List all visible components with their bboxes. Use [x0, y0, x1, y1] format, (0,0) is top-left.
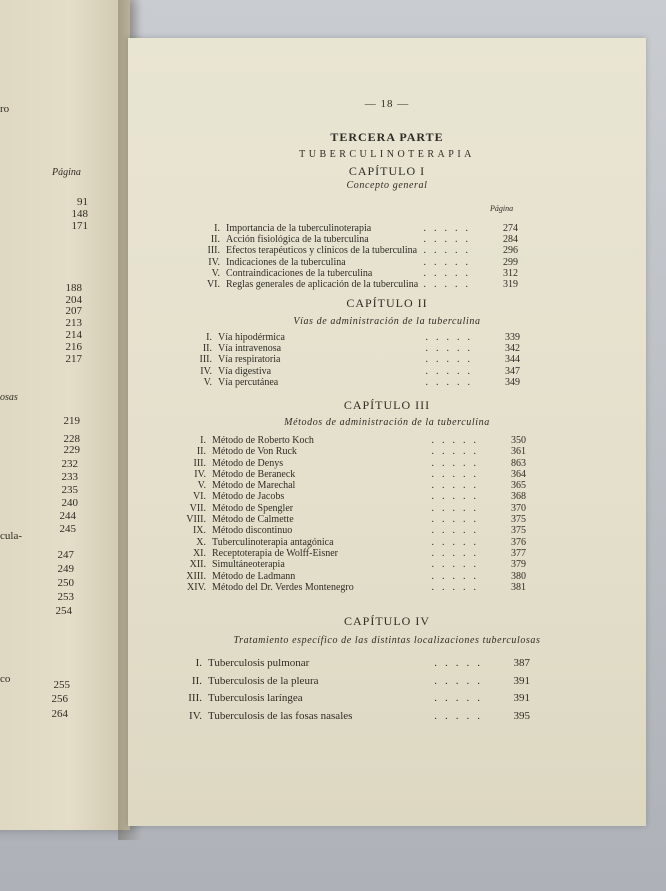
chapter-1-subtitle: Concepto general	[346, 180, 428, 191]
toc-dot-leader: .....	[431, 502, 484, 514]
toc-entry-title: Método de Jacobs	[212, 491, 285, 503]
toc-entry-number: II.	[191, 674, 202, 687]
toc-entry-page: 377	[511, 547, 526, 559]
toc-dot-leader: .....	[431, 581, 484, 593]
toc-entry-number: III.	[193, 457, 206, 469]
toc-entry-title: Indicaciones de la tuberculina	[226, 256, 346, 268]
toc-entry-title: Tuberculosis pulmonar	[208, 657, 310, 669]
left-fragment-cula: cula-	[0, 530, 22, 542]
toc-entry-title: Método de Roberto Koch	[212, 435, 314, 446]
toc-entry-number: II.	[202, 343, 212, 355]
toc-entry-number: XII.	[189, 559, 206, 571]
toc-entry	[180, 655, 530, 673]
chapter-3-title: CAPÍTULO III	[343, 398, 431, 412]
page-number: — 18 —	[364, 98, 410, 110]
left-fragment-ro: ro	[0, 103, 10, 115]
toc-entry-number: VIII.	[186, 514, 206, 526]
toc-entry-title: Método discontinuo	[212, 525, 293, 537]
chapter-1-title: CAPÍTULO I	[348, 164, 426, 178]
toc-entry	[184, 559, 526, 570]
toc-entry-page: 375	[511, 514, 526, 526]
pagina-label: Página	[490, 204, 514, 213]
toc-dot-leader: .....	[434, 657, 488, 669]
toc-entry	[184, 571, 526, 582]
toc-entry-page: 863	[511, 457, 526, 469]
toc-entry-number: III.	[188, 692, 202, 704]
chapter-3-subtitle: Métodos de administración de la tuberculina	[284, 417, 490, 428]
part-subtitle: TUBERCULINOTERAPIA	[299, 149, 475, 160]
left-page-number: 216	[65, 341, 82, 353]
left-page-number: 91	[77, 196, 88, 208]
left-page-number: 229	[63, 444, 80, 456]
toc-entry-number: X.	[196, 536, 206, 548]
right-page	[128, 38, 646, 826]
toc-dot-leader: .....	[425, 354, 478, 366]
toc-entry-page: 284	[503, 234, 518, 246]
toc-entry	[190, 377, 520, 388]
toc-entry-title: Tuberculosis de la pleura	[208, 674, 319, 687]
left-page-number: 148	[71, 208, 88, 220]
left-page-number: 235	[61, 484, 78, 496]
toc-entry	[190, 343, 520, 354]
toc-entry-title: Tuberculosis laríngea	[208, 692, 303, 704]
toc-entry-title: Tuberculinoterapia antagónica	[212, 536, 334, 548]
left-page-number: 256	[51, 693, 68, 705]
toc-entry-number: I.	[206, 332, 212, 343]
toc-entry-number: V.	[197, 480, 206, 492]
toc-entry-number: XIV.	[187, 581, 206, 593]
toc-entry-title: Efectos terapéuticos y clínicos de la tuberculina	[226, 245, 418, 257]
toc-entry-number: I.	[214, 223, 220, 234]
toc-entry	[184, 503, 526, 514]
toc-entry-title: Tuberculosis de las fosas nasales	[208, 709, 353, 722]
toc-entry-number: II.	[196, 446, 206, 458]
toc-dot-leader: .....	[425, 376, 478, 388]
toc-entry-page: 361	[511, 446, 526, 458]
left-page-number: 214	[65, 329, 82, 341]
toc-dot-leader: .....	[425, 332, 478, 343]
toc-entry-page: 364	[511, 468, 526, 480]
toc-dot-leader: .....	[431, 525, 484, 537]
toc-entry-number: IV.	[200, 365, 212, 377]
toc-entry-title: Método de Denys	[212, 457, 284, 469]
toc-entry	[184, 469, 526, 480]
toc-entry-title: Vía digestiva	[218, 365, 272, 377]
toc-dot-leader: .....	[431, 514, 484, 526]
left-page-number: 254	[55, 605, 72, 617]
toc-entry-number: I.	[200, 435, 206, 446]
left-fragment-osas: osas	[0, 392, 18, 403]
left-page-number: 213	[65, 317, 82, 329]
left-page-number: 253	[57, 591, 74, 603]
toc-dot-leader: .....	[423, 256, 476, 268]
left-page-number: 247	[57, 549, 74, 561]
toc-entry-title: Método de Spengler	[212, 502, 294, 514]
toc-entry	[198, 245, 518, 256]
toc-dot-leader: .....	[431, 559, 484, 571]
toc-entry-number: XIII.	[186, 570, 206, 582]
toc-entry-page: 380	[511, 570, 526, 582]
toc-entry	[180, 690, 530, 708]
toc-entry-number: III.	[199, 354, 212, 366]
toc-dot-leader: .....	[434, 692, 488, 704]
toc-dot-leader: .....	[423, 223, 476, 234]
toc-entry-title: Método de Von Ruck	[212, 446, 297, 458]
toc-entry	[184, 582, 526, 593]
chapter-4-list	[180, 655, 530, 725]
toc-entry	[184, 537, 526, 548]
toc-entry-number: VI.	[206, 278, 220, 290]
left-page-number: 240	[61, 497, 78, 509]
toc-entry-title: Método de Marechal	[212, 480, 296, 492]
chapter-1-list	[198, 223, 518, 290]
toc-entry	[198, 268, 518, 279]
left-page-number: 204	[65, 294, 82, 306]
toc-entry-title: Método de Calmette	[212, 514, 294, 526]
toc-entry-number: IX.	[192, 525, 206, 537]
toc-dot-leader: .....	[434, 674, 488, 687]
toc-dot-leader: .....	[431, 446, 484, 458]
left-page-number: 217	[65, 353, 82, 365]
toc-entry-page: 370	[511, 502, 526, 514]
toc-entry-page: 376	[511, 536, 526, 548]
toc-entry-title: Importancia de la tuberculinoterapia	[226, 223, 372, 234]
toc-entry	[190, 332, 520, 343]
left-page-number: 207	[65, 305, 82, 317]
toc-entry-number: III.	[207, 245, 220, 257]
toc-entry-page: 381	[511, 581, 526, 593]
left-page-number: 219	[63, 415, 80, 427]
toc-entry-page: 349	[505, 376, 520, 388]
toc-entry-title: Reglas generales de aplicación de la tuberculina	[226, 278, 419, 290]
toc-entry	[184, 446, 526, 457]
chapter-2-list	[190, 332, 520, 388]
toc-dot-leader: .....	[431, 536, 484, 548]
toc-entry-number: XI.	[192, 547, 206, 559]
chapter-4-subtitle: Tratamiento específico de las distintas localizaciones tuberculosas	[233, 635, 541, 646]
left-page	[0, 0, 130, 830]
toc-entry-page: 350	[511, 435, 526, 446]
toc-entry	[180, 708, 530, 726]
toc-entry-number: II.	[210, 234, 220, 246]
left-page-number: 250	[57, 577, 74, 589]
left-page-number: 232	[61, 458, 78, 470]
toc-entry-number: IV.	[208, 256, 220, 268]
toc-entry	[184, 548, 526, 559]
toc-dot-leader: .....	[423, 234, 476, 246]
toc-entry-page: 319	[503, 278, 518, 290]
left-fragment-co: co	[0, 673, 11, 685]
toc-dot-leader: .....	[425, 365, 478, 377]
toc-entry-page: 312	[503, 267, 518, 279]
toc-dot-leader: .....	[431, 435, 484, 446]
toc-entry-page: 379	[511, 559, 526, 571]
toc-entry	[184, 458, 526, 469]
left-page-number: 233	[61, 471, 78, 483]
toc-entry-title: Método de Ladmann	[212, 570, 296, 582]
toc-dot-leader: .....	[431, 570, 484, 582]
toc-entry-number: VII.	[189, 502, 206, 514]
toc-dot-leader: .....	[431, 491, 484, 503]
toc-entry-number: VI.	[192, 491, 206, 503]
chapter-2-subtitle: Vías de administración de la tuberculina	[293, 316, 481, 327]
toc-dot-leader: .....	[431, 547, 484, 559]
toc-dot-leader: .....	[423, 245, 476, 257]
left-page-number: 255	[53, 679, 70, 691]
toc-entry-page: 342	[505, 343, 520, 355]
toc-entry-page: 274	[503, 223, 518, 234]
toc-entry-page: 395	[513, 709, 530, 722]
toc-entry-page: 365	[511, 480, 526, 492]
toc-entry-page: 344	[505, 354, 520, 366]
toc-entry-title: Vía percutánea	[218, 376, 279, 388]
toc-entry-title: Método del Dr. Verdes Montenegro	[212, 581, 354, 593]
chapter-2-title: CAPÍTULO II	[346, 296, 428, 310]
toc-dot-leader: .....	[423, 267, 476, 279]
left-page-number: 188	[65, 282, 82, 294]
toc-entry-page: 391	[513, 674, 530, 687]
chapter-4-title: CAPÍTULO IV	[344, 614, 430, 628]
toc-dot-leader: .....	[434, 709, 488, 722]
toc-entry-title: Receptoterapia de Wolff-Eisner	[212, 547, 338, 559]
toc-entry-page: 296	[503, 245, 518, 257]
toc-entry-number: V.	[211, 267, 220, 279]
left-page-number: 245	[59, 523, 76, 535]
toc-entry-title: Método de Beraneck	[212, 468, 296, 480]
left-page-number: 228	[63, 433, 80, 445]
toc-entry	[198, 257, 518, 268]
toc-entry-number: IV.	[189, 709, 202, 722]
toc-entry-page: 368	[511, 491, 526, 503]
toc-entry-title: Vía respiratoria	[218, 354, 281, 366]
toc-entry-number: IV.	[194, 468, 206, 480]
toc-entry	[198, 279, 518, 290]
left-fragment-pagina: Página	[52, 167, 81, 178]
toc-entry	[184, 525, 526, 536]
toc-dot-leader: .....	[431, 480, 484, 492]
toc-entry-page: 339	[505, 332, 520, 343]
toc-entry-number: I.	[195, 657, 202, 669]
toc-entry-page: 391	[513, 692, 530, 704]
toc-entry-page: 387	[513, 657, 530, 669]
toc-entry	[190, 366, 520, 377]
toc-entry	[184, 435, 526, 446]
toc-dot-leader: .....	[431, 468, 484, 480]
toc-entry-title: Vía intravenosa	[218, 343, 282, 355]
toc-entry	[184, 491, 526, 502]
toc-entry-title: Simultáneoterapia	[212, 559, 285, 571]
toc-entry	[180, 673, 530, 691]
toc-dot-leader: .....	[425, 343, 478, 355]
toc-entry	[190, 354, 520, 365]
toc-entry	[198, 234, 518, 245]
part-title: TERCERA PARTE	[330, 130, 444, 144]
toc-entry	[184, 480, 526, 491]
toc-entry-title: Vía hipodérmica	[218, 332, 285, 343]
toc-entry-title: Acción fisiológica de la tuberculina	[226, 234, 369, 246]
left-page-number: 249	[57, 563, 74, 575]
toc-entry-page: 375	[511, 525, 526, 537]
toc-entry	[184, 514, 526, 525]
toc-entry	[198, 223, 518, 234]
toc-dot-leader: .....	[431, 457, 484, 469]
toc-entry-title: Contraindicaciones de la tuberculina	[226, 267, 373, 279]
left-page-number: 244	[59, 510, 76, 522]
chapter-3-list	[184, 435, 526, 593]
toc-entry-page: 299	[503, 256, 518, 268]
toc-dot-leader: .....	[423, 278, 476, 290]
toc-entry-page: 347	[505, 365, 520, 377]
toc-entry-number: V.	[203, 376, 212, 388]
left-page-number: 264	[51, 708, 68, 720]
left-page-number: 171	[71, 220, 88, 232]
